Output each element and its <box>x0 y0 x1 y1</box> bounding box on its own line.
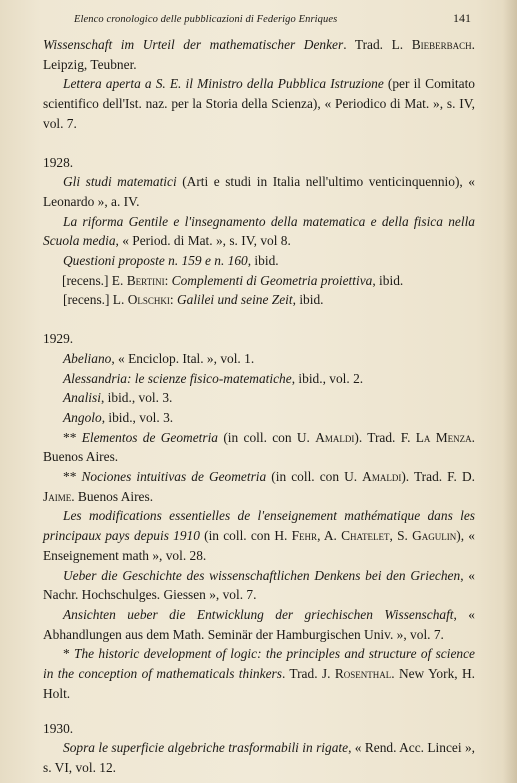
entry-title: Abeliano <box>63 350 112 366</box>
entry-title: Alessandria: le scienze fisico-matematiche <box>63 370 292 386</box>
entry-text: [recens.] E. <box>62 272 127 288</box>
entry-angolo <box>43 408 475 428</box>
author-name: Bieberbach <box>411 37 472 52</box>
entry-lettera-aperta <box>43 74 475 133</box>
entry-title: Ueber die Geschichte des wissenschaftlichen Denkens bei den Griechen <box>63 567 461 583</box>
entry-title: Angolo <box>63 409 102 425</box>
entry-text: , ibid. <box>247 253 279 269</box>
entry-text: : <box>164 272 172 288</box>
entry-text: . Buenos Aires. <box>43 429 475 465</box>
entry-title: Analisi <box>63 390 101 406</box>
year-heading: 1930. <box>43 720 74 736</box>
entry-title: Les modifications essentielles de l'enseignement mathématique dans les principaux pays depuis 1910 <box>43 508 475 544</box>
entry-text: ). Trad. F. <box>354 429 416 445</box>
entry-text: * <box>63 646 74 662</box>
entry-text: . Trad. J. <box>281 666 335 682</box>
page-number: 141 <box>453 11 471 25</box>
entry-les-modifications <box>43 506 475 565</box>
entry-title: Wissenschaft im Urteil der mathematischer Denker <box>43 37 344 52</box>
entry-text: (per il Comitato scientifico dell'Ist. naz. per la Storia della Scienza), « Periodico di Mat. », s. IV, vol. 7. <box>43 76 475 131</box>
entry-text: : <box>169 292 177 308</box>
entry-title: Sopra le superficie algebriche trasformabili in rigate <box>63 740 349 756</box>
entry-title: La riforma Gentile e l'insegnamento della matematica e della fisica nella Scuola media <box>43 213 475 249</box>
entry-text: , « Abhandlungen aus dem Math. Seminär der Hamburgischen Univ. », vol. 7. <box>43 606 475 642</box>
entry-text: , A. <box>317 528 342 544</box>
year-section-1928 <box>43 153 475 311</box>
entry-recens-bertini <box>43 271 475 291</box>
entry-text: , ibid., vol. 2. <box>291 370 364 386</box>
author-name: Bertini <box>126 272 165 288</box>
entry-title: Lettera aperta a S. E. il Ministro della Pubblica Istruzione <box>63 76 384 92</box>
entry-analisi <box>43 388 475 408</box>
entry-text: (in coll. con H. <box>199 528 292 544</box>
entry-text: ** <box>63 429 82 445</box>
entry-continuation-wissenschaft <box>43 35 475 74</box>
entry-text: , ibid. <box>292 292 324 308</box>
entry-text: . Trad. L. <box>343 37 412 52</box>
entry-title: Questioni proposte n. 159 e n. 160 <box>63 253 248 269</box>
year-heading: 1928. <box>43 154 74 170</box>
entry-text: ). Trad. F. D. <box>401 469 475 485</box>
author-name: Fehr <box>291 528 318 544</box>
author-name: Jaime <box>43 488 72 504</box>
author-name: Chatelet <box>341 528 390 544</box>
entry-sopra-le-superficie <box>43 738 475 777</box>
entry-ueber-die-geschichte <box>43 566 475 605</box>
entry-text: . New York, H. Holt. <box>43 666 475 701</box>
entry-text: (in coll. con U. <box>218 429 316 445</box>
author-name: Rosenthal <box>334 666 392 682</box>
entry-title: Ansichten ueber die Entwicklung der griechischen Wissenschaft <box>63 606 454 622</box>
author-name: La Menza <box>415 429 472 445</box>
entry-text: ** <box>63 469 82 485</box>
entry-title: Gli studi matematici <box>63 174 177 190</box>
entry-title: Elementos de Geometria <box>81 429 219 445</box>
entry-text: , « Nachr. Hochschulges. Giessen », vol. 7. <box>43 567 475 603</box>
entry-elementos-de-geometria <box>43 428 475 467</box>
page-fold-shadow <box>503 0 517 783</box>
entry-recens-olschki <box>43 290 475 310</box>
year-section-1929 <box>43 329 475 703</box>
author-name: Gagulin <box>412 528 457 544</box>
entry-text: . Buenos Aires. <box>71 488 154 504</box>
entry-text: , « Period. di Mat. », s. IV, vol 8. <box>115 233 291 249</box>
bibliography-body <box>43 35 475 778</box>
entry-gli-studi <box>43 172 475 211</box>
entry-text: [recens.] L. <box>63 292 128 308</box>
entry-title: Nociones intuitivas de Geometria <box>81 469 267 485</box>
entry-abeliano <box>43 349 475 369</box>
entry-text: . Leipzig, Teubner. <box>43 37 475 72</box>
entry-text: , ibid. <box>372 272 404 288</box>
entry-text: (Arti e studi in Italia nell'ultimo venticinquennio), « Leonardo », a. IV. <box>43 174 475 209</box>
entry-riforma-gentile <box>43 212 475 251</box>
entry-text: ), « Enseignement math », vol. 28. <box>43 528 475 563</box>
entry-text: , ibid., vol. 3. <box>101 409 174 425</box>
author-name: Amaldi <box>362 469 402 485</box>
entry-text: , « Rend. Acc. Lincei », s. VI, vol. 12. <box>43 740 475 775</box>
entry-questioni-proposte <box>43 251 475 271</box>
entry-text: (in coll. con U. <box>266 469 363 485</box>
page-header <box>74 11 471 26</box>
running-title: Elenco cronologico delle pubblicazioni di Federigo Enriques <box>74 14 338 25</box>
author-name: Olschki <box>127 292 170 308</box>
year-section-1930 <box>43 719 475 778</box>
entry-historic-development <box>43 644 475 703</box>
entry-text: , ibid., vol. 3. <box>100 390 173 406</box>
year-heading: 1929. <box>43 331 74 347</box>
entry-ansichten <box>43 605 475 644</box>
entry-alessandria <box>43 369 475 389</box>
entry-title: The historic development of logic: the principles and structure of science in the conception of mathematicals thinkers <box>43 646 475 682</box>
entry-title: Galilei und seine Zeit <box>176 292 293 308</box>
entry-text: , « Enciclop. Ital. », vol. 1. <box>111 350 255 366</box>
entry-nociones-intuitivas <box>43 467 475 506</box>
entry-title: Complementi di Geometria proiettiva <box>171 272 373 288</box>
author-name: Amaldi <box>315 429 355 445</box>
entry-text: , S. <box>389 528 413 544</box>
